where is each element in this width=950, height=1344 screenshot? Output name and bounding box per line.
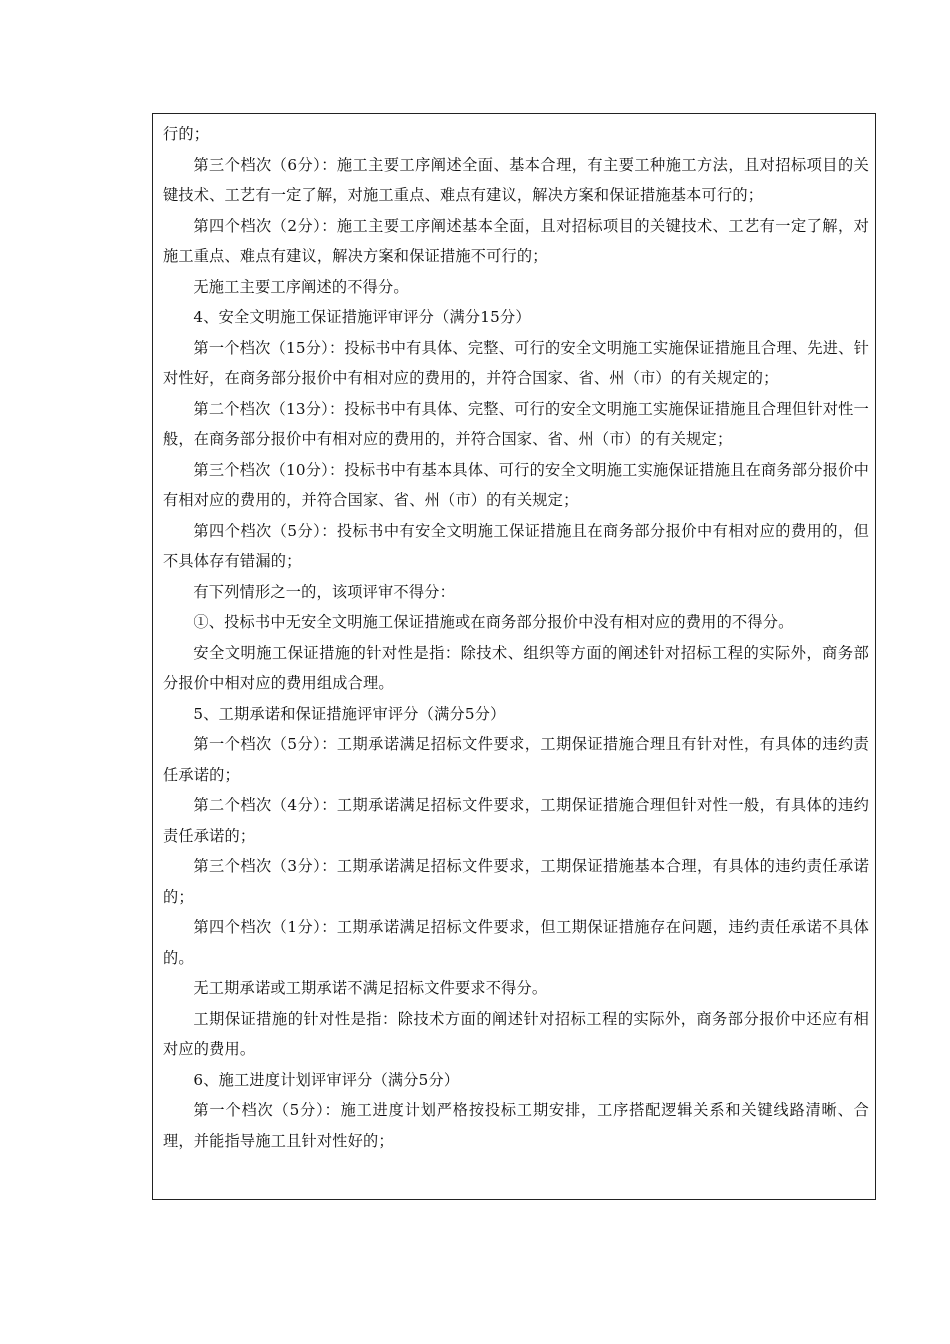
paragraph-tier1-progress: 第一个档次（5分）：施工进度计划严格按投标工期安排，工序搭配逻辑关系和关键线路清晰、合理，并能指导施工且针对性好的； [163, 1101, 869, 1150]
section-heading-safety: 4、安全文明施工保证措施评审评分（满分15分） [193, 308, 531, 326]
paragraph-no-score-schedule: 无工期承诺或工期承诺不满足招标文件要求不得分。 [193, 979, 548, 997]
paragraph-schedule-definition: 工期保证措施的针对性是指：除技术方面的阐述针对招标工程的实际外，商务部分报价中还应有相对应的费用。 [163, 1009, 869, 1058]
paragraph-tier3-construction: 第三个档次（6分）：施工主要工序阐述全面、基本合理，有主要工种施工方法，且对招标项目的关键技术、工艺有一定了解，对施工重点、难点有建议，解决方案和保证措施基本可行的； [163, 155, 869, 204]
paragraph-tier1-schedule: 第一个档次（5分）：工期承诺满足招标文件要求，工期保证措施合理且有针对性，有具体的违约责任承诺的； [163, 735, 869, 784]
paragraph-tier4-safety: 第四个档次（5分）：投标书中有安全文明施工保证措施且在商务部分报价中有相对应的费用的，但不具体存有错漏的； [163, 521, 869, 570]
paragraph-exclusion-item: ①、投标书中无安全文明施工保证措施或在商务部分报价中没有相对应的费用的不得分。 [193, 613, 794, 631]
paragraph-tier4-construction: 第四个档次（2分）：施工主要工序阐述基本全面，且对招标项目的关键技术、工艺有一定了解，对施工重点、难点有建议，解决方案和保证措施不可行的； [163, 216, 869, 265]
paragraph-tier3-schedule: 第三个档次（3分）：工期承诺满足招标文件要求，工期保证措施基本合理，有具体的违约责任承诺的； [163, 857, 869, 906]
section-heading-progress-plan: 6、施工进度计划评审评分（满分5分） [193, 1070, 460, 1089]
paragraph-continuation: 行的； [163, 125, 210, 143]
paragraph-tier4-schedule: 第四个档次（1分）：工期承诺满足招标文件要求，但工期保证措施存在问题，违约责任承诺不具体的。 [163, 918, 869, 967]
paragraph-tier1-safety: 第一个档次（15分）：投标书中有具体、完整、可行的安全文明施工实施保证措施且合理、先进、针对性好，在商务部分报价中有相对应的费用的，并符合国家、省、州（市）的有关规定的； [163, 338, 869, 387]
section-heading-schedule-commitment: 5、工期承诺和保证措施评审评分（满分5分） [193, 704, 506, 723]
paragraph-safety-definition: 安全文明施工保证措施的针对性是指：除技术、组织等方面的阐述针对招标工程的实际外，商务部分报价中相对应的费用组成合理。 [163, 643, 869, 692]
paragraph-tier2-schedule: 第二个档次（4分）：工期承诺满足招标文件要求，工期保证措施合理但针对性一般，有具体的违约责任承诺的； [163, 796, 869, 845]
paragraph-exclusion-intro: 有下列情形之一的，该项评审不得分： [193, 582, 455, 601]
paragraph-no-score-construction: 无施工主要工序阐述的不得分。 [193, 277, 409, 296]
paragraph-tier3-safety: 第三个档次（10分）：投标书中有基本具体、可行的安全文明施工实施保证措施且在商务部分报价中有相对应的费用的，并符合国家、省、州（市）的有关规定； [163, 460, 869, 509]
document-body [163, 119, 869, 1156]
paragraph-tier2-safety: 第二个档次（13分）：投标书中有具体、完整、可行的安全文明施工实施保证措施且合理但针对性一般，在商务部分报价中有相对应的费用的，并符合国家、省、州（市）的有关规定； [163, 399, 869, 448]
